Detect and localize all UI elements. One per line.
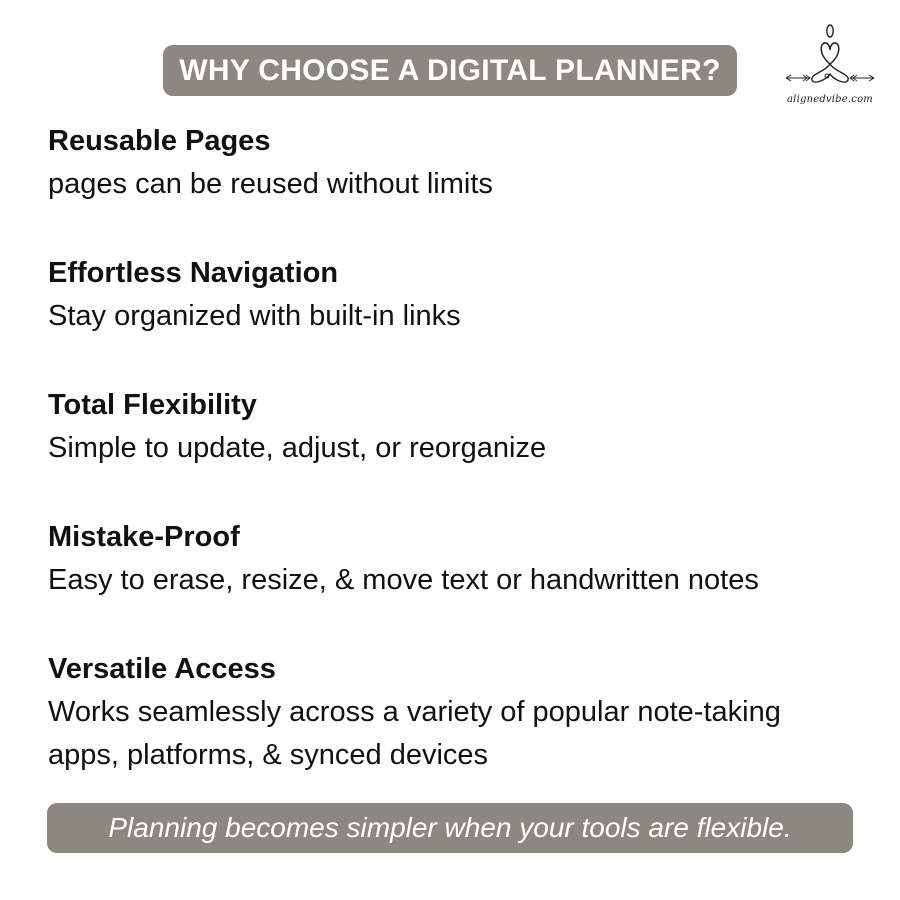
heart-person-logo-icon: [780, 22, 880, 92]
brand-logo: [780, 22, 880, 112]
feature-versatile-access: [48, 649, 828, 777]
feature-total-flexibility: [48, 385, 878, 470]
footer-tagline: Planning becomes simpler when your tools are flexible.: [47, 803, 853, 853]
feature-description: pages can be reused without limits: [48, 168, 493, 200]
feature-description: Simple to update, adjust, or reorganize: [48, 432, 547, 464]
feature-mistake-proof: [48, 517, 878, 602]
feature-description: Easy to erase, resize, & move text or handwritten notes: [48, 564, 759, 596]
feature-title: Mistake-Proof: [48, 521, 240, 553]
feature-description: Stay organized with built-in links: [48, 300, 461, 332]
feature-title: Versatile Access: [48, 653, 276, 685]
feature-title: Total Flexibility: [48, 389, 257, 421]
feature-title: Effortless Navigation: [48, 257, 339, 289]
feature-description: Works seamlessly across a variety of popular note-taking apps, platforms, & synced devices: [48, 696, 781, 771]
feature-effortless-navigation: [48, 253, 878, 338]
feature-title: Reusable Pages: [48, 125, 271, 157]
feature-reusable-pages: [48, 121, 878, 206]
logo-website-text: alignedvibe.com: [787, 94, 873, 105]
page-title: WHY CHOOSE A DIGITAL PLANNER?: [163, 45, 737, 96]
